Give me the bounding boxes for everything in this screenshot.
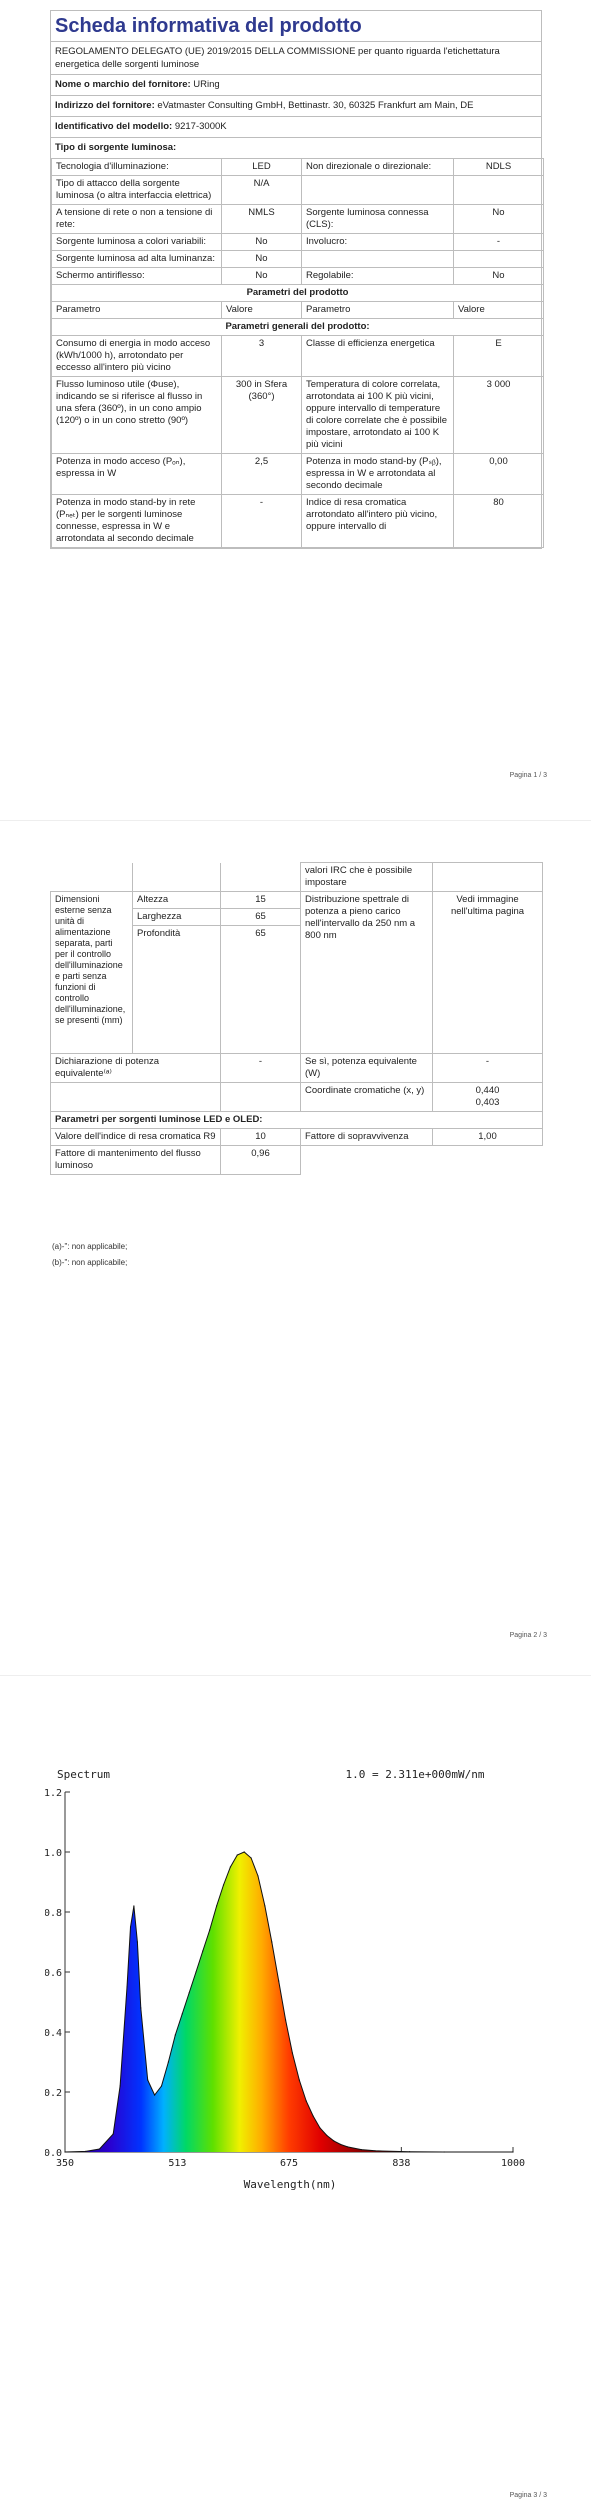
param-value [454, 176, 544, 205]
dimension-name: Altezza [133, 892, 221, 909]
spectrum-point [99, 2148, 100, 2149]
table-row [51, 1129, 543, 1146]
param-value: LED [222, 159, 302, 176]
spectrum-point [264, 1905, 265, 1906]
supplier-address-label: Indirizzo del fornitore: [55, 100, 155, 111]
spectrum-point [512, 2151, 513, 2152]
chromaticity-x: 0,440 [475, 1085, 500, 1096]
spectrum-point [251, 1857, 252, 1858]
spectrum-point [347, 2146, 348, 2147]
page-1 [0, 0, 591, 790]
page-divider [0, 820, 591, 821]
spectrum-point [333, 2140, 334, 2141]
param-value: 3 [222, 336, 302, 377]
param-label: valori IRC che è possibile impostare [301, 863, 433, 892]
y-tick-label: 0.0 [45, 2148, 62, 2159]
param-value: 1,00 [433, 1129, 543, 1146]
spectrum-point [64, 2151, 65, 2152]
param-value: No [222, 251, 302, 268]
x-tick-label: 350 [55, 2158, 75, 2169]
section-header-row [51, 1112, 543, 1129]
dimension-name: Larghezza [133, 909, 221, 926]
model-id: 9217-3000K [174, 121, 227, 132]
table-row [51, 1083, 543, 1112]
spectrum-point [137, 1941, 138, 1942]
spectrum-point [154, 2094, 155, 2095]
table-row [52, 495, 544, 548]
param-value: No [454, 205, 544, 234]
dimension-value: 65 [221, 926, 301, 1054]
param-value: E [454, 336, 544, 377]
y-tick-label: 0.4 [45, 2028, 62, 2039]
param-label: Temperatura di colore correlata, arrotondata ai 100 K più vicini, oppure intervallo di temperature di colore correlate che è possibile impostare, arrotondato ai 100 K più vicini [302, 377, 454, 454]
param-label: Flusso luminoso utile (Φuse), indicando se si riferisce al flusso in una sfera (360º), in un cono ampio (120º) o in un cono stretto (90º) [52, 377, 222, 454]
param-label: Potenza in modo stand-by (Pₛᵦ), espressa in W e arrotondata al secondo decimale [302, 454, 454, 495]
y-tick-label: 0.2 [45, 2088, 62, 2099]
page-3 [0, 1700, 591, 2510]
param-value: 10 [221, 1129, 301, 1146]
param-label [302, 176, 454, 205]
column-header-value: Valore [222, 302, 302, 319]
param-value: NMLS [222, 205, 302, 234]
param-label: Regolabile: [302, 268, 454, 285]
column-header-param: Parametro [52, 302, 222, 319]
spectrum-point [299, 2079, 300, 2080]
spectrum-point [85, 2151, 86, 2152]
param-label: Potenza in modo stand-by in rete (Pₙₑₜ) per le sorgenti luminose connesse, espressa in W e arrotondata al secondo decimale [52, 495, 222, 548]
param-value: - [222, 495, 302, 548]
param-value: 3 000 [454, 377, 544, 454]
spectrum-point [409, 2151, 410, 2152]
spectrum-point [230, 1866, 231, 1867]
param-label: Valore dell'indice di resa cromatica R9 [51, 1129, 221, 1146]
spectrum-point [182, 2013, 183, 2014]
section-header-row [52, 285, 544, 302]
param-label: A tensione di rete o non a tensione di rete: [52, 205, 222, 234]
spectrum-chart-svg [45, 1760, 545, 2220]
spectrum-point [306, 2100, 307, 2101]
product-sheet [50, 10, 542, 549]
params-table-continued [50, 862, 543, 1175]
param-label: Tipo di attacco della sorgente luminosa (o altra interfaccia elettrica) [52, 176, 222, 205]
supplier-address: eVatmaster Consulting GmbH, Bettinastr. 30, 60325 Frankfurt am Main, DE [157, 100, 474, 111]
dimensions-label: Dimensioni esterne senza unità di alimentazione separata, parti per il controllo dell'illuminazione e parti senza funzioni di controllo dell'illuminazione, se presenti (mm) [51, 892, 133, 1054]
page-number: Pagina 3 / 3 [509, 2492, 547, 2499]
spectrum-point [216, 1905, 217, 1906]
table-row [51, 1054, 543, 1083]
spd-label: Distribuzione spettrale di potenza a pieno carico nell'intervallo da 250 nm a 800 nm [301, 892, 433, 1054]
dimension-value: 15 [221, 892, 301, 909]
spectrum-point [209, 1929, 210, 1930]
param-value: No [454, 268, 544, 285]
spd-value: Vedi immagine nell'ultima pagina [433, 892, 543, 1054]
param-label: Sorgente luminosa a colori variabili: [52, 234, 222, 251]
model-id-label: Identificativo del modello: [55, 121, 173, 132]
product-params-header: Parametri del prodotto [52, 285, 544, 302]
param-label: Classe di efficienza energetica [302, 336, 454, 377]
supplier-trademark: URing [193, 79, 220, 90]
supplier-address-row [51, 96, 541, 117]
param-value: 300 in Sfera (360°) [222, 377, 302, 454]
spectrum-point [223, 1884, 224, 1885]
regulation-text: REGOLAMENTO DELEGATO (UE) 2019/2015 DELLA COMMISSIONE per quanto riguarda l'etichettatura energetica delle sorgenti luminose [51, 42, 541, 75]
table-row [52, 176, 544, 205]
spectrum-point [130, 1926, 131, 1927]
spectrum-point [195, 1971, 196, 1972]
param-value: No [222, 234, 302, 251]
table-row [52, 377, 544, 454]
spectrum-point [175, 2034, 176, 2035]
table-row [52, 454, 544, 495]
spectrum-point [147, 2079, 148, 2080]
spectrum-point [375, 2150, 376, 2151]
param-label: Fattore di mantenimento del flusso luminoso [51, 1146, 221, 1175]
spectrum-point [257, 1875, 258, 1876]
param-label: Consumo di energia in modo acceso (kWh/1000 h), arrotondato per eccesso all'intero più vicino [52, 336, 222, 377]
dimension-name: Profondità [133, 926, 221, 1054]
page-number: Pagina 1 / 3 [509, 772, 547, 779]
chart-xlabel: Wavelength(nm) [243, 2178, 337, 2191]
general-params-header: Parametri generali del prodotto: [52, 319, 544, 336]
source-type-table [51, 158, 544, 548]
y-tick-label: 1.2 [45, 1788, 62, 1799]
x-tick-label: 1000 [500, 2158, 526, 2169]
param-label: Involucro: [302, 234, 454, 251]
y-tick-label: 0.8 [45, 1908, 62, 1919]
table-row [51, 863, 543, 892]
spectrum-point [140, 2007, 141, 2008]
spectrum-area [65, 1852, 513, 2152]
chart-series [64, 1851, 513, 2152]
spectrum-point [313, 2115, 314, 2116]
spectrum-point [237, 1854, 238, 1855]
table-row [52, 336, 544, 377]
spectrum-point [292, 2052, 293, 2053]
table-row [52, 234, 544, 251]
led-oled-header: Parametri per sorgenti luminose LED e OLED: [51, 1112, 543, 1129]
supplier-trademark-label: Nome o marchio del fornitore: [55, 79, 191, 90]
param-value: 0,96 [221, 1146, 301, 1175]
spectrum-point [319, 2127, 320, 2128]
param-label: Sorgente luminosa ad alta luminanza: [52, 251, 222, 268]
param-value: No [222, 268, 302, 285]
param-value: NDLS [454, 159, 544, 176]
param-value: - [433, 1054, 543, 1083]
spectrum-point [168, 2061, 169, 2062]
param-label: Dichiarazione di potenza equivalente⁽ᵃ⁾ [51, 1054, 221, 1083]
spectrum-point [120, 2085, 121, 2086]
spectrum-point [126, 1986, 127, 1987]
param-value: 0,00 [454, 454, 544, 495]
source-type-row [51, 138, 541, 158]
param-label: Schermo antiriflesso: [52, 268, 222, 285]
x-tick-label: 513 [168, 2158, 187, 2169]
chromaticity-values [433, 1083, 543, 1112]
spectrum-chart [45, 1760, 545, 2220]
spectrum-point [278, 1980, 279, 1981]
spectrum-point [444, 2151, 445, 2152]
product-sheet-continued [50, 862, 542, 1175]
spectrum-point [271, 1941, 272, 1942]
param-value: 80 [454, 495, 544, 548]
param-label: Se sì, potenza equivalente (W) [301, 1054, 433, 1083]
spectrum-point [244, 1851, 245, 1852]
page-divider [0, 1675, 591, 1676]
column-header-row [52, 302, 544, 319]
dimension-row [51, 892, 543, 909]
footnote-b: (b)-": non applicabile; [52, 1258, 128, 1267]
y-tick-label: 0.6 [45, 1968, 62, 1979]
spectrum-point [189, 1992, 190, 1993]
chart-title: Spectrum [57, 1768, 110, 1781]
param-label: Indice di resa cromatica arrotondato all'intero più vicino, oppure intervallo di [302, 495, 454, 548]
y-tick-label: 1.0 [45, 1848, 62, 1859]
param-label: Non direzionale o direzionale: [302, 159, 454, 176]
supplier-trademark-row [51, 75, 541, 96]
x-tick-label: 675 [279, 2158, 299, 2169]
param-label: Potenza in modo acceso (Pₒₙ), espressa in W [52, 454, 222, 495]
spectrum-point [113, 2133, 114, 2134]
param-value: - [454, 234, 544, 251]
spectrum-point [361, 2149, 362, 2150]
param-value: - [221, 1054, 301, 1083]
dimension-value: 65 [221, 909, 301, 926]
param-label: Tecnologia d'illuminazione: [52, 159, 222, 176]
spectrum-point [326, 2135, 327, 2136]
param-label [302, 251, 454, 268]
spectrum-point [202, 1950, 203, 1951]
param-label: Fattore di sopravvivenza [301, 1129, 433, 1146]
param-value [454, 251, 544, 268]
param-label: Coordinate cromatiche (x, y) [301, 1083, 433, 1112]
section-header-row [52, 319, 544, 336]
page-2 [0, 850, 591, 1650]
param-value: N/A [222, 176, 302, 205]
spectrum-point [340, 2144, 341, 2145]
param-value: 2,5 [222, 454, 302, 495]
page-title: Scheda informativa del prodotto [51, 11, 541, 42]
page-number: Pagina 2 / 3 [509, 1632, 547, 1639]
spectrum-point [285, 2019, 286, 2020]
column-header-value: Valore [454, 302, 544, 319]
model-id-row [51, 117, 541, 138]
chart-scale-note: 1.0 = 2.311e+000mW/nm [345, 1768, 485, 1781]
table-row [52, 251, 544, 268]
source-type-label: Tipo di sorgente luminosa: [55, 142, 177, 153]
column-header-param: Parametro [302, 302, 454, 319]
chromaticity-y: 0,403 [475, 1097, 500, 1108]
table-row [52, 268, 544, 285]
table-row [52, 205, 544, 234]
footnote-a: (a)-": non applicabile; [52, 1242, 128, 1251]
spectrum-point [161, 2085, 162, 2086]
x-tick-label: 838 [392, 2158, 411, 2169]
table-row [52, 159, 544, 176]
param-label: Sorgente luminosa connessa (CLS): [302, 205, 454, 234]
spectrum-point [133, 1905, 134, 1906]
table-row [51, 1146, 543, 1175]
